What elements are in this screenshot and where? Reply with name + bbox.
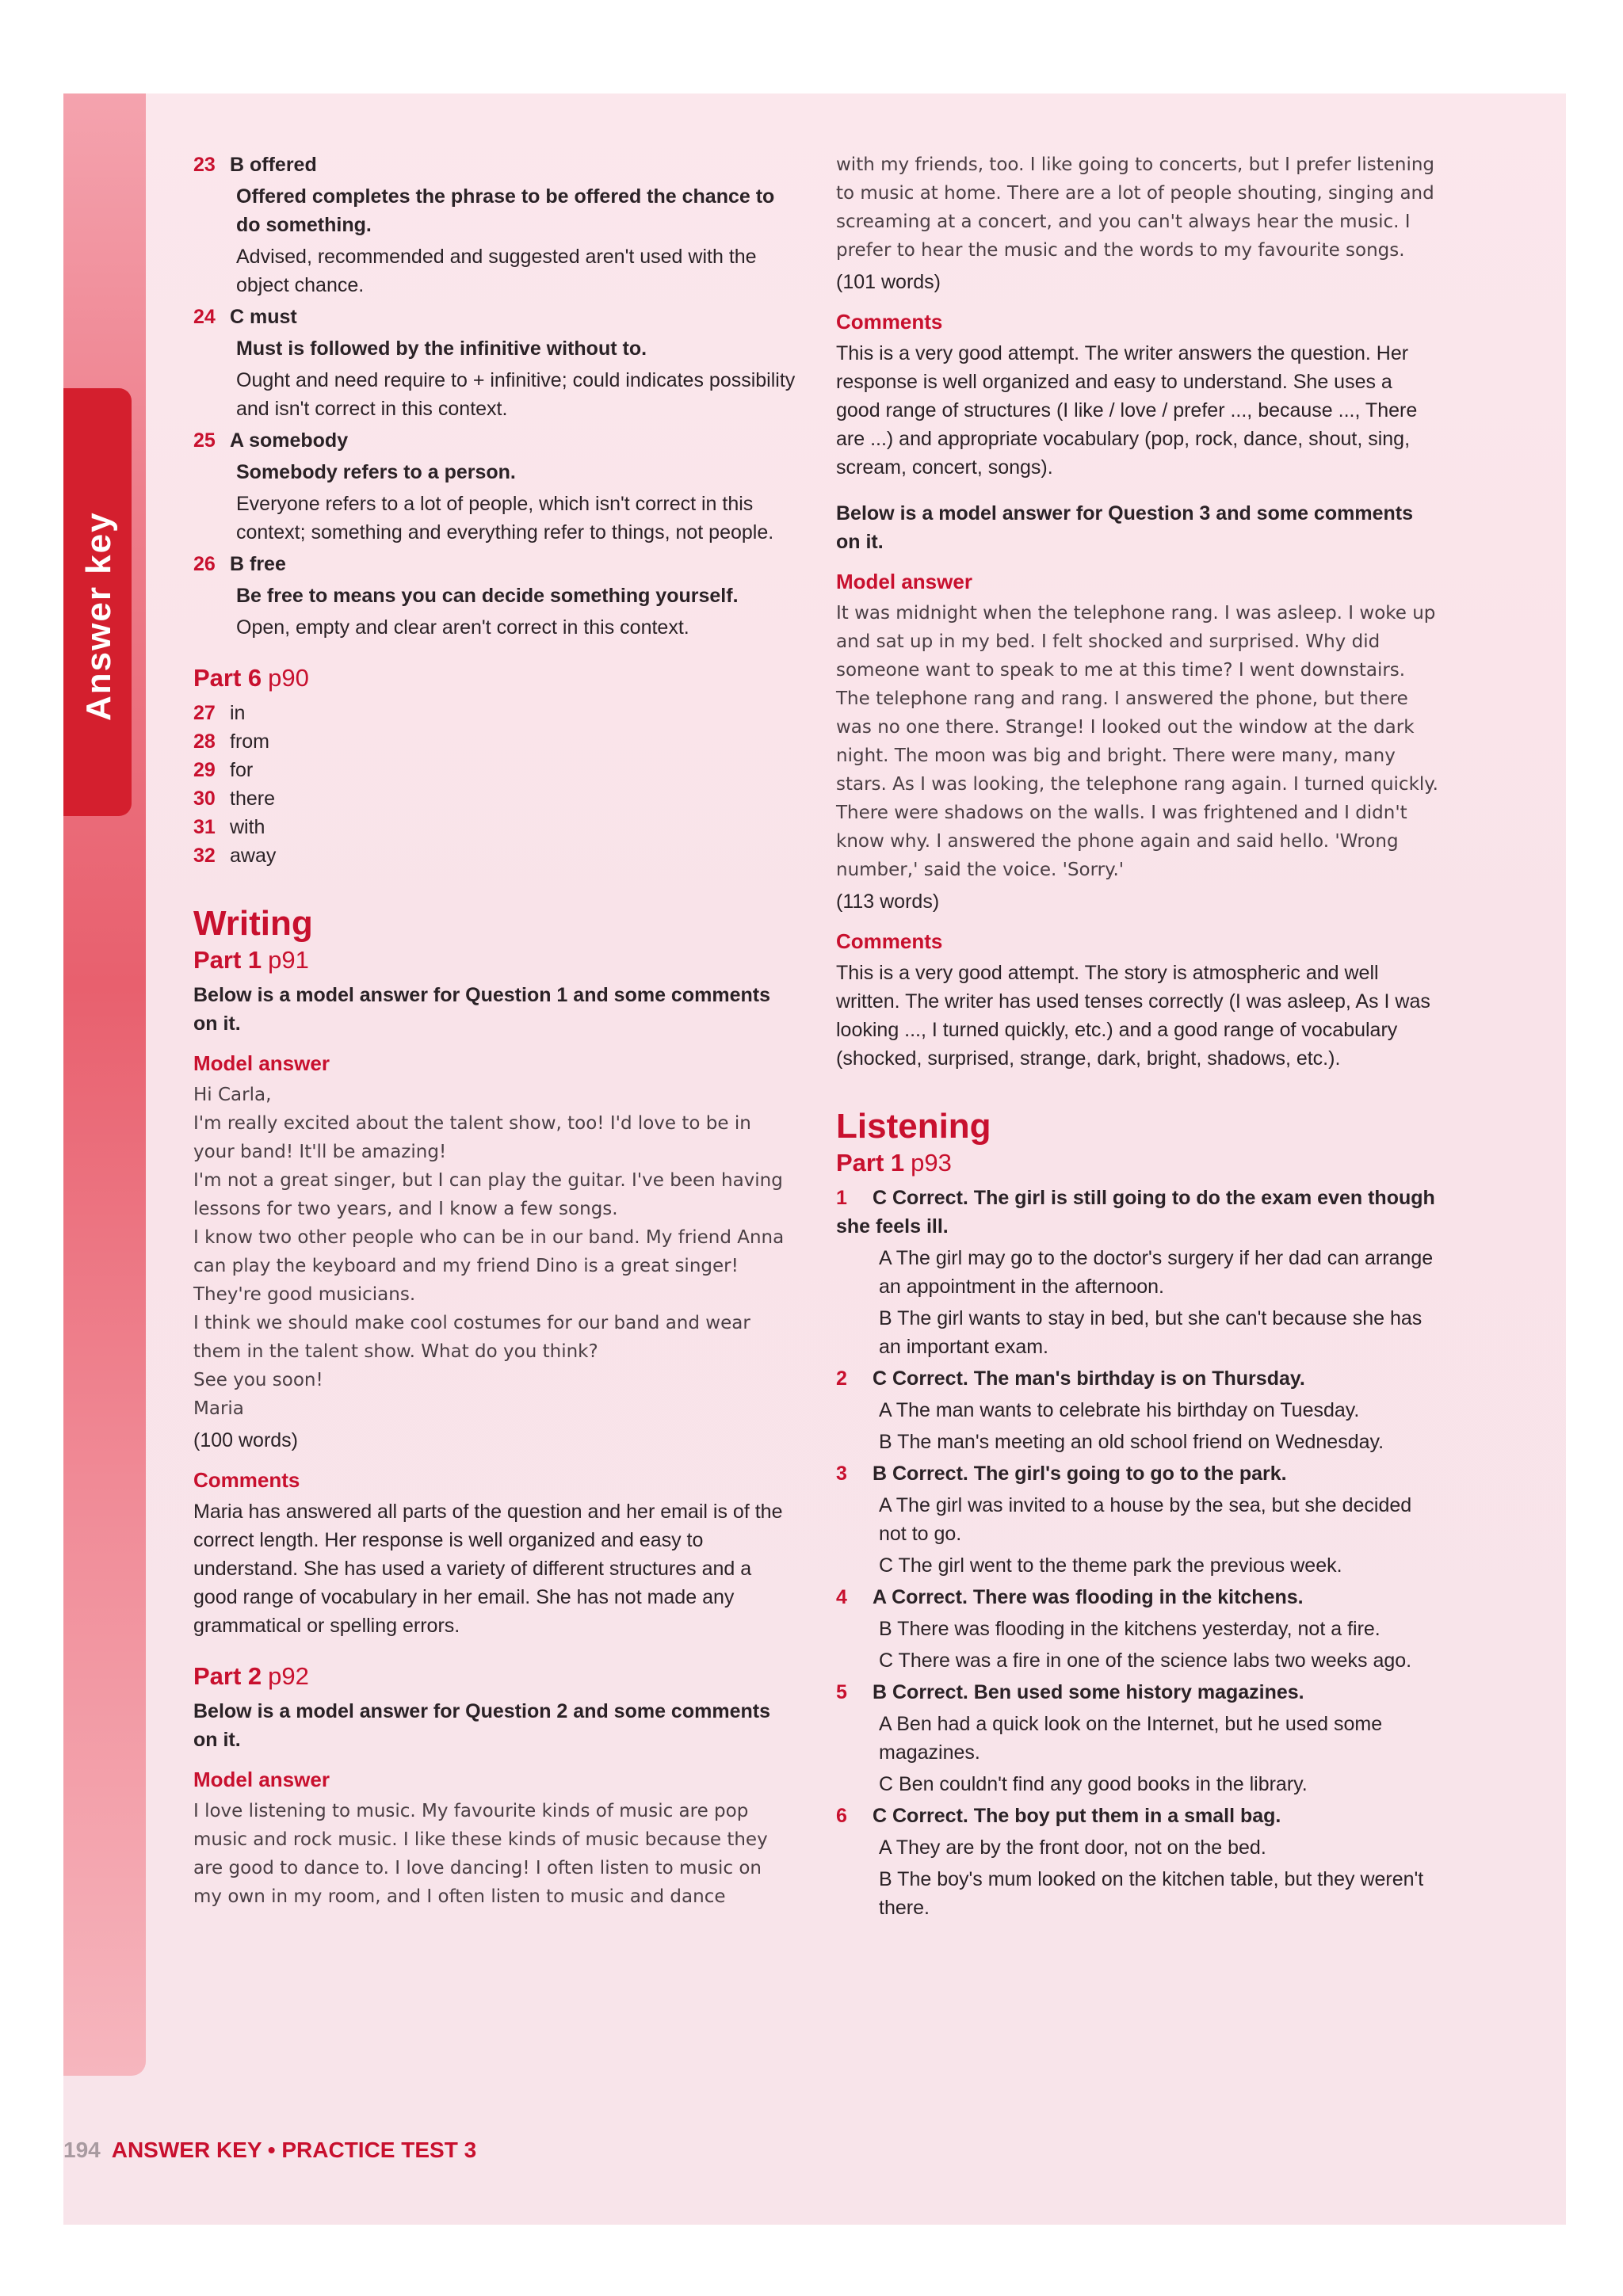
page-footer [63,2138,476,2163]
explanation: Must is followed by the infinitive without to. [236,338,647,360]
writing-part1-intro: Below is a model answer for Question 1 and some comments on it. [193,984,770,1035]
option-explanation: C Ben couldn't find any good books in the library. [879,1773,1308,1795]
writing-heading: Writing [193,904,313,943]
model-answer-label: Model answer [836,570,972,593]
list-item: 31 with [193,816,265,838]
question-24: 24 C must Must is followed by the infinitive without to. Ought and need require to + infinitive; could indicates possibility and isn't correct in this context. [193,303,796,423]
model-line: Hi Carla, [193,1085,272,1105]
word-count: (113 words) [836,891,940,913]
list-item: 30 there [193,788,275,810]
listening-question-2: 2 C Correct. The man's birthday is on Thursday. A The man wants to celebrate his birthday on Tuesday. B The man's meeting an old school friend on Wednesday. [836,1364,1438,1456]
question-25: 25 A somebody Somebody refers to a person. Everyone refers to a lot of people, which isn't correct in this context; something and everything refer to things, not people. [193,426,796,547]
explanation: Somebody refers to a person. [236,461,516,483]
model-answer-label: Model answer [193,1768,330,1791]
option-explanation: A The girl was invited to a house by the sea, but she decided not to go. [879,1494,1412,1545]
comments-text: This is a very good attempt. The writer answers the question. Her response is well organized and easy to understand. She uses a good range of structures (I like / love / prefer ..., because ..., There are ...) and appropriate vocabulary (pop, rock, dance, shout, sing, scream, concert, songs). [836,342,1418,479]
word-count: (101 words) [836,271,941,293]
model-line: I'm really excited about the talent show, too! I'd love to be in your band! It'll be amazing! [193,1113,751,1162]
comments-label: Comments [836,929,943,953]
model-line: I know two other people who can be in our band. My friend Anna can play the keyboard and my friend Dino is a great singer! They're good musicians. [193,1227,785,1305]
explanation: Offered completes the phrase to be offered the chance to do something. [236,185,775,236]
comments-label: Comments [836,310,943,334]
comments-text: Maria has answered all parts of the question and her email is of the correct length. Her response is well organized and easy to understand. She has used a variety of different structures and a good range of vocabulary in her email. She has not made any grammatical or spelling errors. [193,1501,783,1637]
option-explanation: C There was a fire in one of the science labs two weeks ago. [879,1650,1412,1672]
question-23: 23 B offered Offered completes the phrase to be offered the chance to do something. Advised, recommended and suggested aren't used with the object chance. [193,151,796,299]
model-line: I'm not a great singer, but I can play the guitar. I've been having lessons for two years, and I know a few songs. [193,1170,783,1219]
option-explanation: C The girl went to the theme park the previous week. [879,1554,1342,1577]
comments-text: This is a very good attempt. The story is atmospheric and well written. The writer has used tenses correctly (I was asleep, As I was looking ..., I turned quickly, etc.) and a good range of vocabulary (shocked, surprised, strange, dark, bright, shadows, etc.). [836,962,1430,1070]
model-text-continued: with my friends, too. I like going to concerts, but I prefer listening to music at home. There are a lot of people shouting, singing and screaming at a concert, and you can't always hear the music. I prefer to hear the music and the words to my favourite songs. [836,154,1435,261]
listening-question-1: 1 C Correct. The girl is still going to do the exam even though she feels ill. A The girl may go to the doctor's surgery if her dad can arrange an appointment in the afternoon. B The girl wants to stay in bed, but she can't because she has an important exam. [836,1184,1438,1361]
side-tab-label: Answer key [79,511,118,721]
option-explanation: A They are by the front door, not on the bed. [879,1836,1266,1859]
option-explanation: A Ben had a quick look on the Internet, but he used some magazines. [879,1713,1383,1764]
writing-part3-intro: Below is a model answer for Question 3 and some comments on it. [836,502,1413,553]
option-explanation: B There was flooding in the kitchens yesterday, not a fire. [879,1618,1381,1640]
part6-list [193,699,796,870]
listening-question-5: 5 B Correct. Ben used some history magazines. A Ben had a quick look on the Internet, but he used some magazines. C Ben couldn't find any good books in the library. [836,1678,1438,1798]
question-26: 26 B free Be free to means you can decide something yourself. Open, empty and clear aren't correct in this context. [193,550,796,642]
model-line: See you soon! [193,1370,323,1390]
listening-question-6: 6 C Correct. The boy put them in a small bag. A They are by the front door, not on the bed. B The boy's mum looked on the kitchen table, but they weren't there. [836,1802,1438,1922]
option-explanation: B The boy's mum looked on the kitchen table, but they weren't there. [879,1868,1424,1919]
footer-title: ANSWER KEY • PRACTICE TEST 3 [111,2138,477,2162]
explanation: Ought and need require to + infinitive; could indicates possibility and isn't correct in this context. [236,369,796,420]
listening-question-4: 4 A Correct. There was flooding in the kitchens. B There was flooding in the kitchens yesterday, not a fire. C There was a fire in one of the science labs two weeks ago. [836,1583,1438,1675]
list-item: 32 away [193,845,277,867]
model-text: I love listening to music. My favourite kinds of music are pop music and rock music. I like these kinds of music because they are good to dance to. I love dancing! I often listen to music on my own in my room, and I often listen to music and dance [193,1801,768,1907]
model-line: I think we should make cool costumes for our band and wear them in the talent show. What do you think? [193,1313,750,1362]
list-item: 29 for [193,759,254,781]
option-explanation: A The man wants to celebrate his birthday on Tuesday. [879,1399,1360,1421]
model-line: Maria [193,1398,244,1419]
writing-part1-heading: Part 1 p91 [193,946,309,974]
explanation: Advised, recommended and suggested aren't used with the object chance. [236,246,757,296]
writing-part2-intro: Below is a model answer for Question 2 and some comments on it. [193,1700,770,1751]
comments-label: Comments [193,1468,300,1492]
explanation: Open, empty and clear aren't correct in this context. [236,616,689,639]
option-explanation: A The girl may go to the doctor's surgery if her dad can arrange an appointment in the afternoon. [879,1247,1434,1298]
list-item: 28 from [193,730,269,753]
writing-part2-heading: Part 2 p92 [193,1662,309,1690]
option-explanation: B The girl wants to stay in bed, but she can't because she has an important exam. [879,1307,1423,1358]
model-text: It was midnight when the telephone rang. I was asleep. I woke up and sat up in my bed. I felt shocked and surprised. Why did someone want to speak to me at this time? I went downstairs. The telephone rang and rang. I answered the phone, but there was no one there. Strange! I looked out the window at the dark night. The moon was big and bright. There were many, many stars. As I was looking, the telephone rang again. I turned quickly. There were shadows on the walls. I was frightened and I didn't know why. I answered the phone again and said hello. 'Wrong number,' said the voice. 'Sorry.' [836,603,1438,880]
option-explanation: B The man's meeting an old school friend on Wednesday. [879,1431,1384,1453]
listening-part1-heading: Part 1 p93 [836,1149,952,1177]
list-item: 27 in [193,702,246,724]
listening-question-3: 3 B Correct. The girl's going to go to the park. A The girl was invited to a house by the sea, but she decided not to go. C The girl went to the theme park the previous week. [836,1459,1438,1580]
page-number: 194 [63,2138,101,2162]
right-column [836,151,1438,1925]
model-answer-label: Model answer [193,1051,330,1075]
left-column [193,151,796,1911]
explanation: Everyone refers to a lot of people, which isn't correct in this context; something and everything refer to things, not people. [236,493,774,543]
word-count: (100 words) [193,1429,298,1451]
listening-heading: Listening [836,1107,991,1146]
part6-heading: Part 6 p90 [193,664,309,692]
explanation: Be free to means you can decide something yourself. [236,585,739,607]
